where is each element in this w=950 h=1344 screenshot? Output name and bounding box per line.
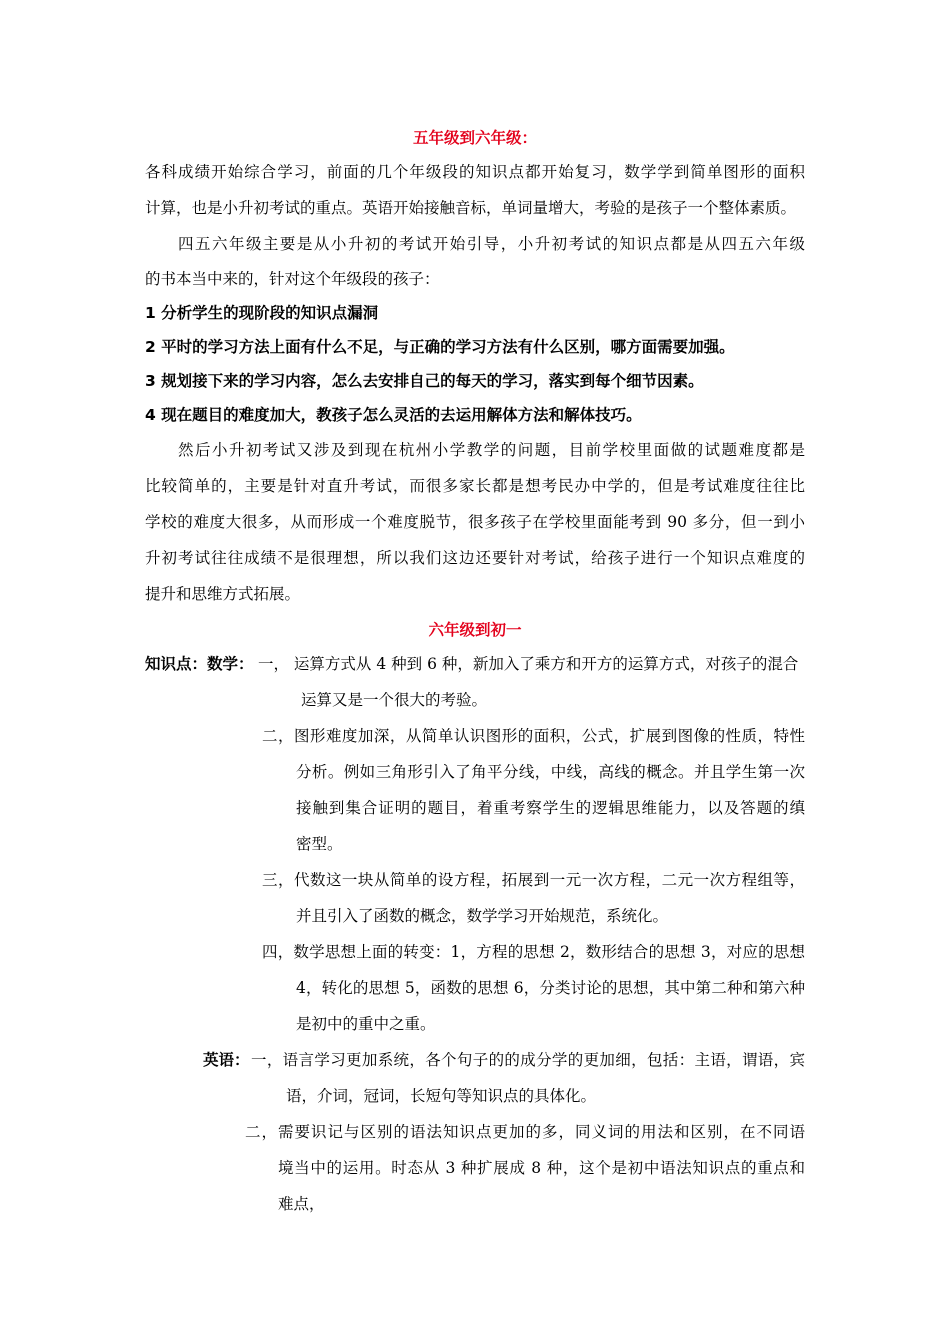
math-item-line: 分析。例如三角形引入了角平分线，中线，高线的概念。并且学生第一次 [296, 763, 805, 781]
paragraph-line: 然后小升初考试又涉及到现在杭州小学教学的问题，目前学校里面做的试题难度都是 [178, 441, 805, 459]
math-item-line: 四，数学思想上面的转变：1，方程的思想 2，数形结合的思想 3，对应的思想 [262, 943, 805, 961]
paragraph-line: 升初考试往往成绩不是很理想，所以我们这边还要针对考试，给孩子进行一个知识点难度的 [145, 549, 805, 567]
paragraph-line: 四五六年级主要是从小升初的考试开始引导，小升初考试的知识点都是从四五六年级 [178, 235, 805, 253]
paragraph-line: 计算，也是小升初考试的重点。英语开始接触音标，单词量增大，考验的是孩子一个整体素质。 [145, 199, 797, 217]
english-label: 英语： [203, 1051, 250, 1069]
math-item-line: 4，转化的思想 5，函数的思想 6，分类讨论的思想，其中第二种和第六种 [296, 979, 805, 997]
section2-title: 六年级到初一 [428, 620, 522, 639]
math-item-line: 接触到集合证明的题目，着重考察学生的逻辑思维能力，以及答题的缜 [296, 799, 805, 817]
math-item-line: 三，代数这一块从简单的设方程，拓展到一元一次方程，二元一次方程组等， [262, 871, 805, 889]
math-item-line: 并且引入了函数的概念，数学学习开始规范，系统化。 [296, 907, 669, 925]
knowledge-label-text: 知识点： [145, 655, 208, 673]
paragraph-line: 学校的难度大很多，从而形成一个难度脱节，很多孩子在学校里面能考到 90 多分，但一到小 [145, 513, 805, 531]
section1-title: 五年级到六年级： [412, 128, 537, 147]
math-label: 数学： [207, 655, 254, 673]
list-item: 1 分析学生的现阶段的知识点漏洞 [145, 304, 379, 322]
list-item: 4 现在题目的难度加大，教孩子怎么灵活的去运用解体方法和解体技巧。 [145, 406, 642, 424]
knowledge-label [145, 654, 254, 674]
math-item-line: 二，图形难度加深，从简单认识图形的面积，公式，扩展到图像的性质，特性 [262, 727, 805, 745]
math-item-line: 运算又是一个很大的考验。 [301, 691, 488, 709]
english-item-line: 境当中的运用。时态从 3 种扩展成 8 种，这个是初中语法知识点的重点和 [278, 1159, 805, 1177]
english-item-line: 难点， [278, 1195, 325, 1213]
english-item-line: 二，需要识记与区别的语法知识点更加的多，同义词的用法和区别，在不同语 [245, 1123, 805, 1141]
paragraph-line: 各科成绩开始综合学习，前面的几个年级段的知识点都开始复习，数学学到简单图形的面积 [145, 163, 805, 181]
list-item: 2 平时的学习方法上面有什么不足，与正确的学习方法有什么区别，哪方面需要加强。 [145, 338, 735, 356]
paragraph-line: 的书本当中来的，针对这个年级段的孩子： [145, 270, 440, 288]
math-item-line: 密型。 [296, 835, 343, 853]
math-item-line: 是初中的重中之重。 [296, 1015, 436, 1033]
english-item-line: 语，介词，冠词，长短句等知识点的具体化。 [286, 1087, 597, 1105]
paragraph-line: 提升和思维方式拓展。 [145, 585, 301, 603]
list-item: 3 规划接下来的学习内容，怎么去安排自己的每天的学习，落实到每个细节因素。 [145, 372, 704, 390]
english-item-line: 一，语言学习更加系统，各个句子的的成分学的更加细，包括：主语，谓语，宾 [251, 1051, 805, 1069]
paragraph-line: 比较简单的，主要是针对直升考试，而很多家长都是想考民办中学的，但是考试难度往往比 [145, 477, 805, 495]
math-item-line: 一， 运算方式从 4 种到 6 种，新加入了乘方和开方的运算方式，对孩子的混合 [258, 655, 799, 673]
